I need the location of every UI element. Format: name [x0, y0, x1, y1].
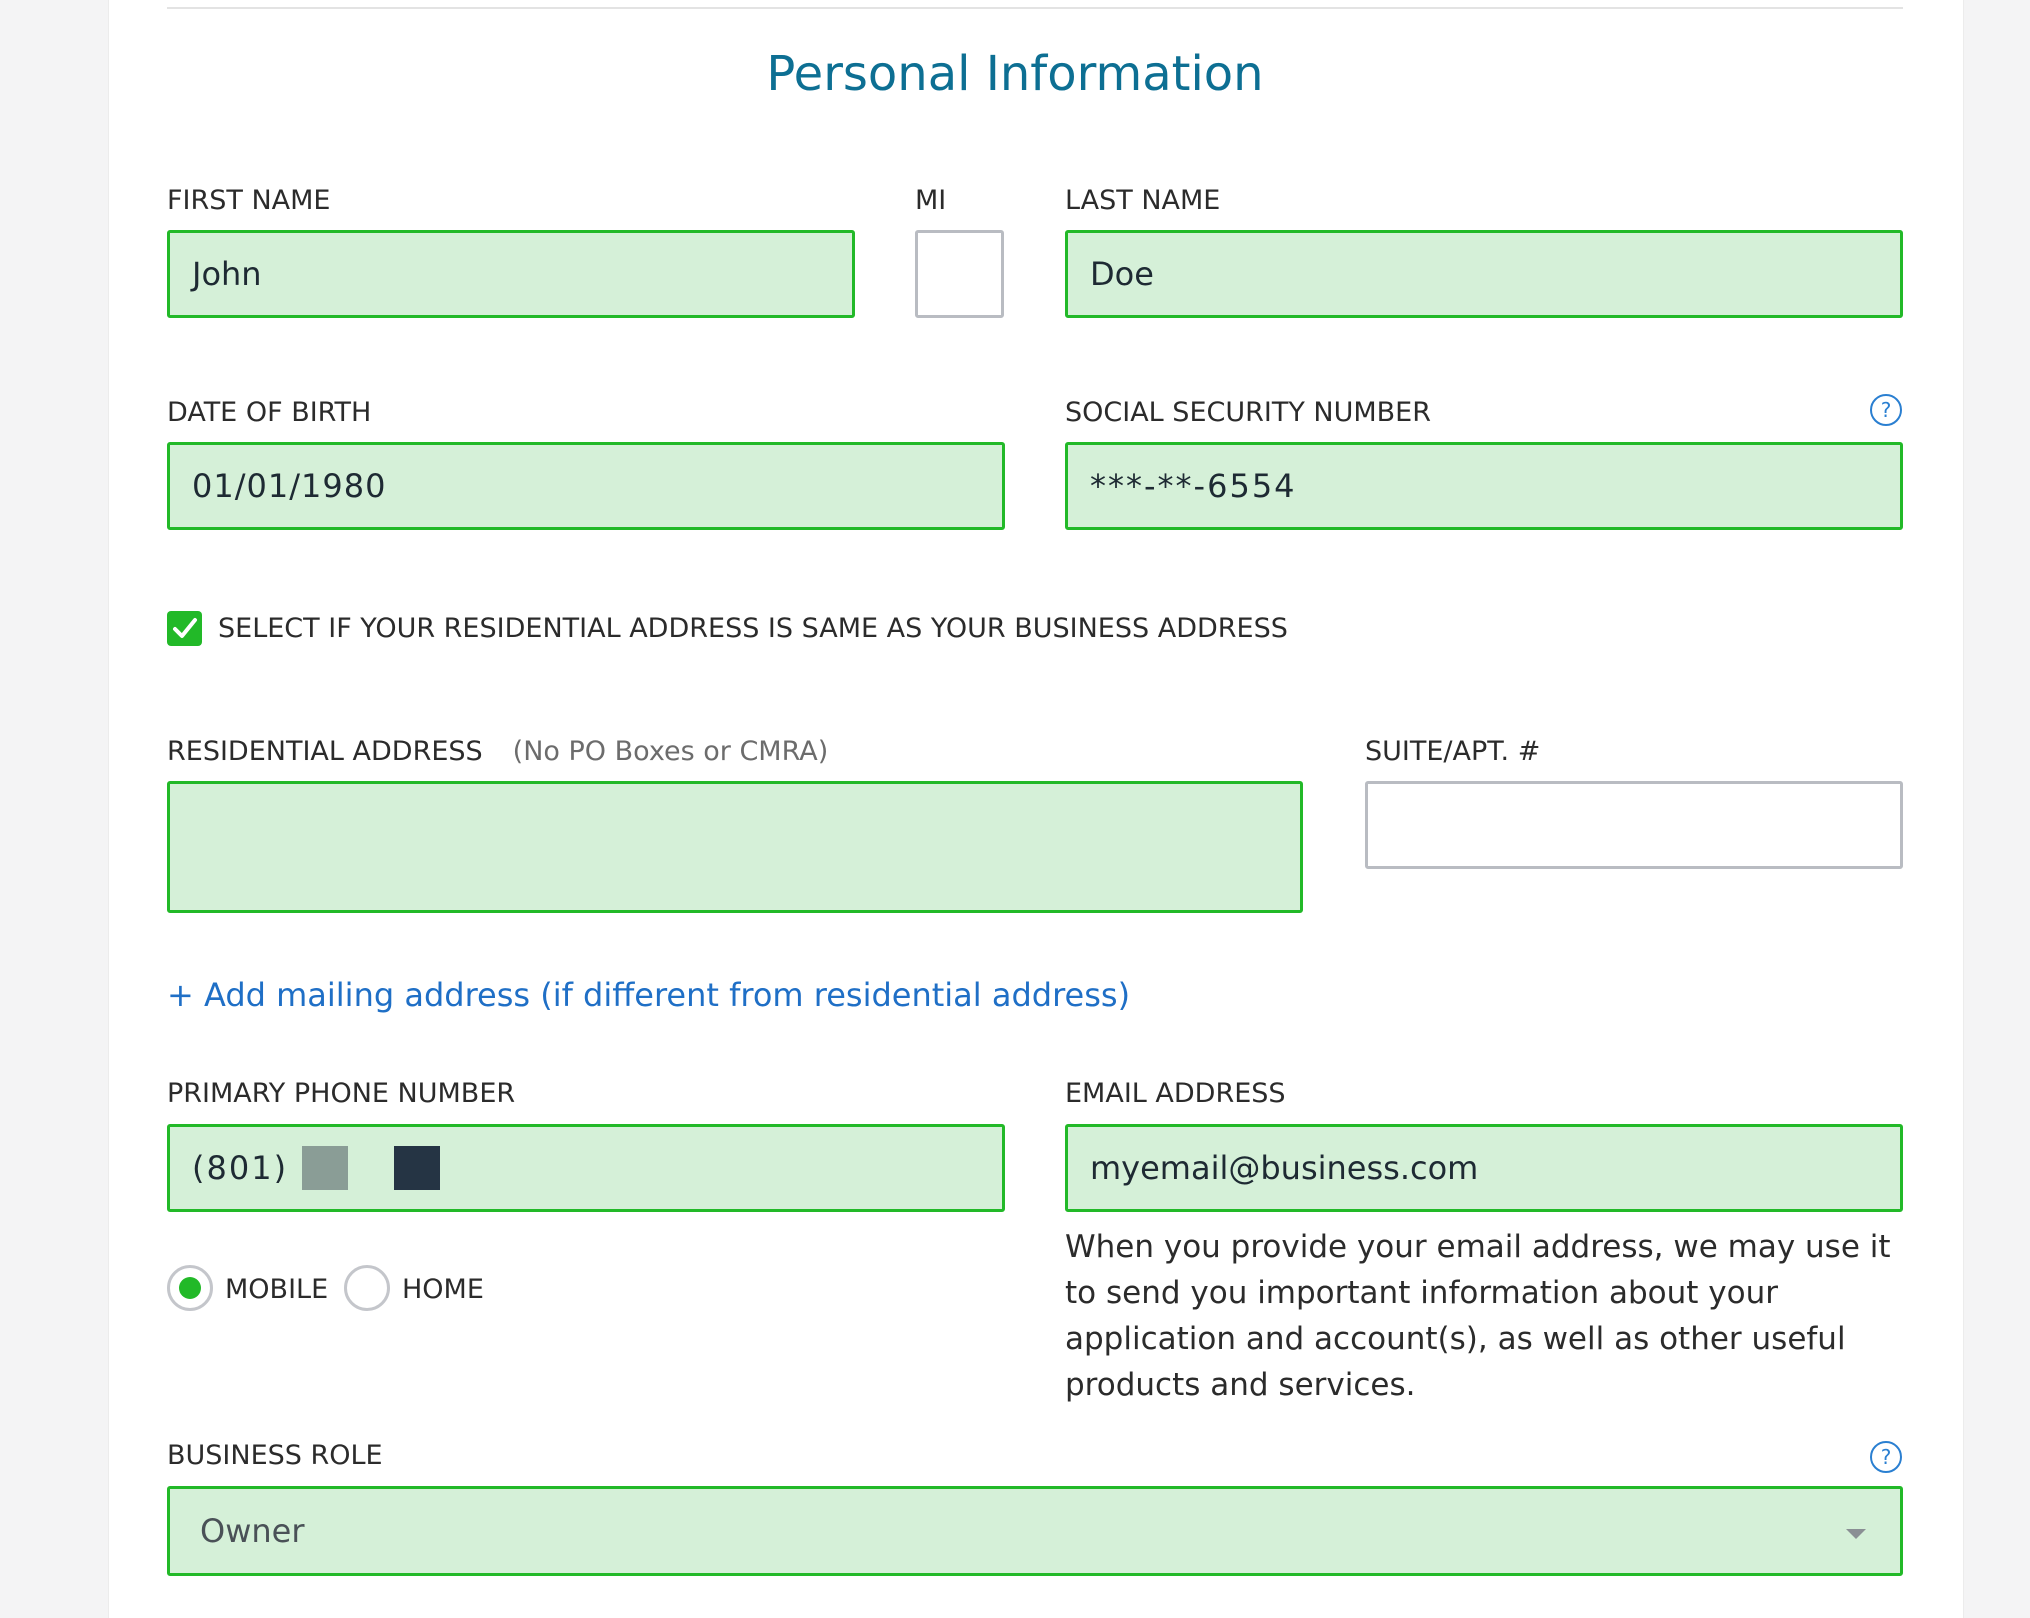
dob-field[interactable] — [167, 442, 1005, 530]
mi-label: MI — [915, 185, 947, 216]
business-role-select[interactable] — [167, 1486, 1903, 1576]
email-value: myemail@business.com — [1090, 1149, 1479, 1187]
residential-address-hint: (No PO Boxes or CMRA) — [512, 736, 829, 767]
email-helper-text: When you provide your email address, we may use it to send you important information about your application and account(s), as well as other useful products and services. — [1065, 1229, 1891, 1403]
first-name-label: FIRST NAME — [167, 185, 331, 216]
first-name-field[interactable] — [167, 230, 855, 318]
mobile-radio[interactable] — [167, 1265, 213, 1311]
last-name-label: LAST NAME — [1065, 185, 1221, 216]
suite-label: SUITE/APT. # — [1365, 736, 1541, 767]
business-role-help-icon[interactable]: ? — [1870, 1441, 1902, 1473]
dob-value: 01/01/1980 — [192, 467, 387, 505]
last-name-field[interactable] — [1065, 230, 1903, 318]
last-name-value: Doe — [1090, 255, 1154, 293]
same-address-label: SELECT IF YOUR RESIDENTIAL ADDRESS IS SAME AS YOUR BUSINESS ADDRESS — [218, 613, 1288, 644]
phone-value: (801) — [192, 1149, 289, 1187]
email-label: EMAIL ADDRESS — [1065, 1078, 1286, 1109]
redacted-block — [394, 1146, 440, 1190]
checkmark-icon — [167, 611, 202, 646]
mobile-radio-label: MOBILE — [225, 1274, 329, 1305]
residential-address-label-text: RESIDENTIAL ADDRESS — [167, 736, 483, 767]
business-role-label: BUSINESS ROLE — [167, 1440, 383, 1471]
section-title: Personal Information — [766, 46, 1264, 102]
ssn-label: SOCIAL SECURITY NUMBER — [1065, 397, 1432, 428]
residential-address-field[interactable] — [167, 781, 1303, 913]
residential-address-label — [167, 736, 828, 767]
phone-label: PRIMARY PHONE NUMBER — [167, 1078, 516, 1109]
dob-label: DATE OF BIRTH — [167, 397, 372, 428]
ssn-help-icon[interactable]: ? — [1870, 394, 1902, 426]
home-radio-label: HOME — [402, 1274, 484, 1305]
mi-field[interactable] — [915, 230, 1004, 318]
ssn-value: ***-**-6554 — [1090, 467, 1297, 505]
redacted-block — [302, 1146, 348, 1190]
first-name-value: John — [192, 255, 262, 293]
suite-field[interactable] — [1365, 781, 1903, 869]
ssn-field[interactable] — [1065, 442, 1903, 530]
same-address-checkbox[interactable] — [167, 611, 202, 646]
home-radio[interactable] — [344, 1265, 390, 1311]
chevron-down-icon — [1846, 1529, 1866, 1539]
top-divider — [167, 7, 1903, 9]
business-role-value: Owner — [200, 1512, 305, 1550]
add-mailing-address-link[interactable]: + Add mailing address (if different from residential address) — [167, 976, 1131, 1014]
email-field[interactable] — [1065, 1124, 1903, 1212]
phone-field[interactable] — [167, 1124, 1005, 1212]
